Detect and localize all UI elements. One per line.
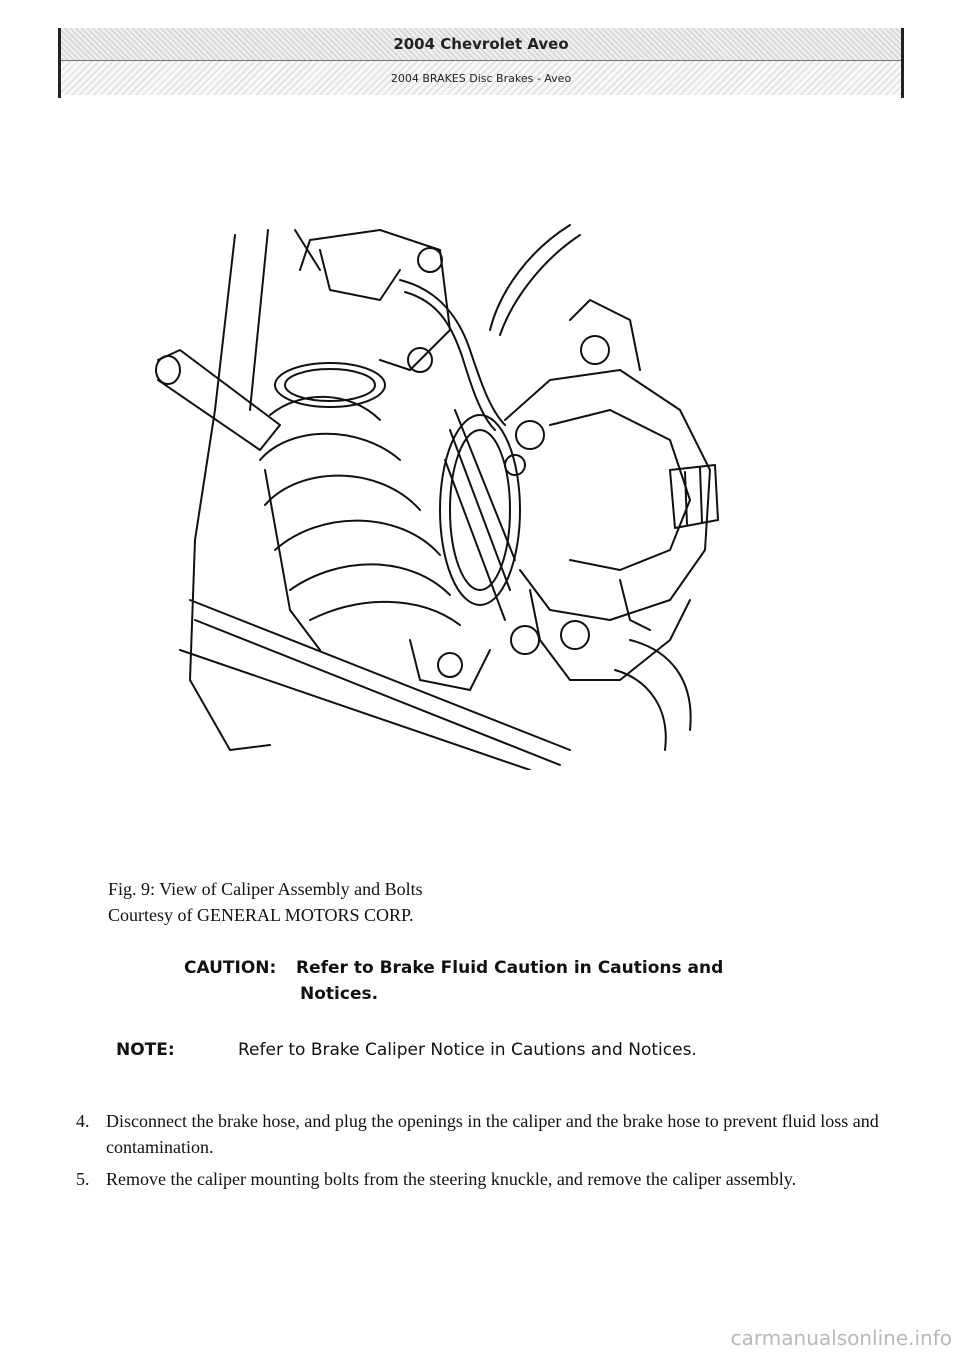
- step-number: 4.: [76, 1111, 90, 1131]
- caution-block: [184, 955, 804, 1007]
- list-item: [76, 1166, 886, 1192]
- header-subtitle: 2004 BRAKES Disc Brakes - Aveo: [61, 61, 901, 95]
- note-block: [116, 1037, 756, 1063]
- caption-title: Fig. 9: View of Caliper Assembly and Bolts: [108, 879, 423, 899]
- note-text: Refer to Brake Caliper Notice in Cautions and Notices.: [238, 1040, 697, 1060]
- caution-text-line1: Refer to Brake Fluid Caution in Cautions and: [296, 958, 724, 978]
- caption-credit: Courtesy of GENERAL MOTORS CORP.: [108, 905, 414, 925]
- caution-label: CAUTION:: [184, 958, 277, 978]
- watermark: carmanualsonline.info: [730, 1326, 952, 1350]
- page-header: [58, 28, 904, 98]
- procedure-steps: [76, 1108, 886, 1198]
- step-text: Remove the caliper mounting bolts from the steering knuckle, and remove the caliper assembly.: [106, 1169, 797, 1189]
- caution-text-line2: Notices.: [300, 984, 379, 1004]
- figure-caption: [108, 876, 423, 928]
- note-label: NOTE:: [116, 1040, 175, 1060]
- header-title: 2004 Chevrolet Aveo: [61, 28, 901, 61]
- list-item: [76, 1108, 886, 1160]
- caliper-assembly-illustration: [150, 210, 750, 770]
- step-number: 5.: [76, 1169, 90, 1189]
- step-text: Disconnect the brake hose, and plug the openings in the caliper and the brake hose to prevent fluid loss and contamination.: [106, 1111, 879, 1157]
